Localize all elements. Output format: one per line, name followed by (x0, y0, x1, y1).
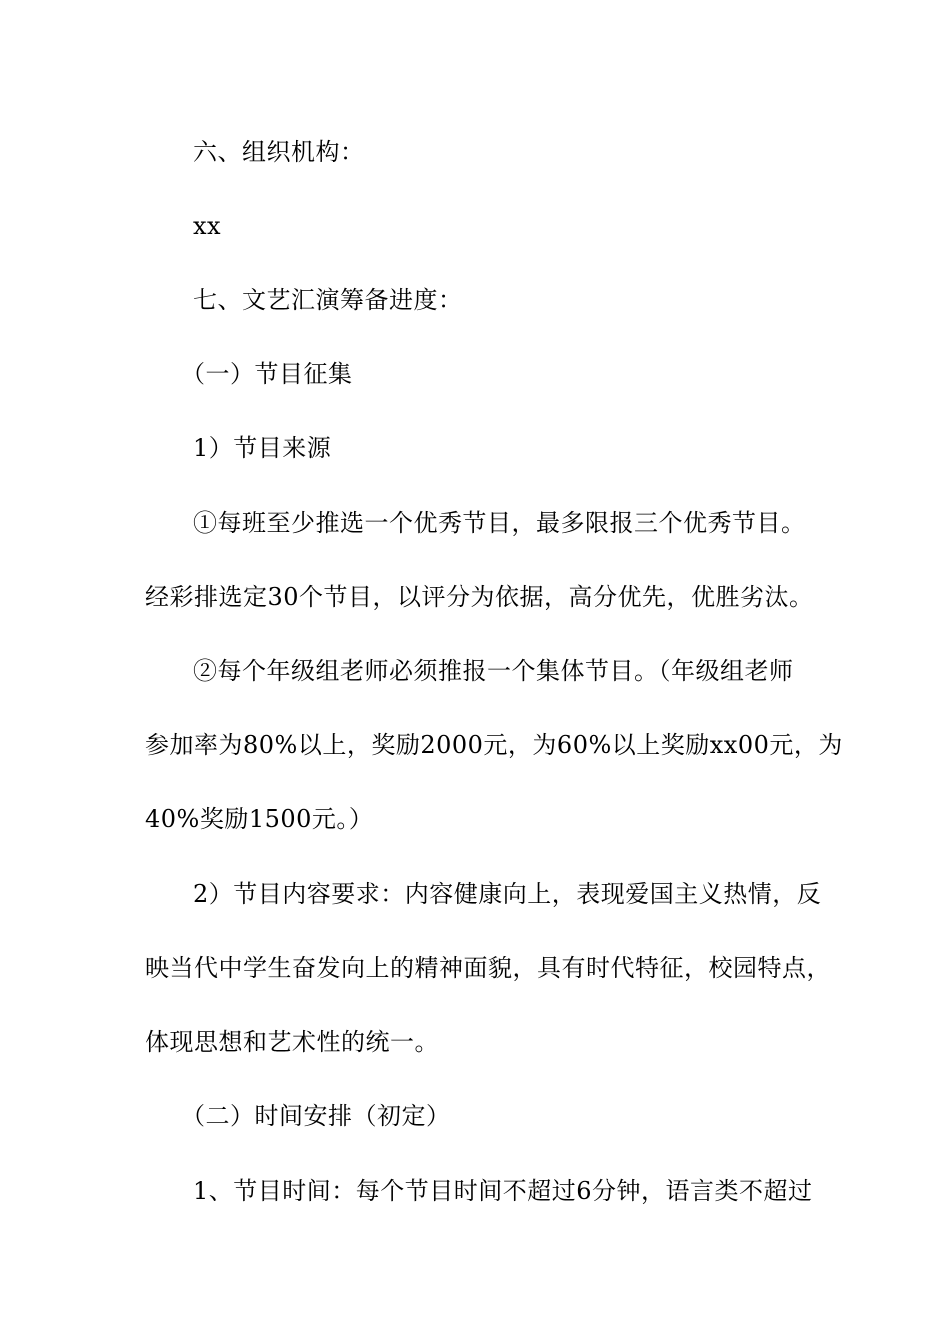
paragraph-line: 经彩排选定30个节目，以评分为依据，高分优先，优胜劣汰。 (145, 583, 814, 611)
section-heading-progress: 七、文艺汇演筹备进度： (193, 286, 463, 314)
paragraph-line: ①每班至少推选一个优秀节目，最多限报三个优秀节目。 (193, 509, 806, 537)
paragraph-line: ②每个年级组老师必须推报一个集体节目。（年级组老师 (193, 657, 794, 685)
paragraph-line: 1、节目时间：每个节目时间不超过6分钟，语言类不超过 (193, 1177, 813, 1205)
subsection-heading-program-collection: （一）节目征集 (181, 360, 353, 388)
paragraph-line: 40%奖励1500元。） (145, 805, 374, 833)
item-heading-program-source: 1）节目来源 (193, 434, 332, 462)
organization-value: xx (193, 212, 222, 240)
paragraph-line: 映当代中学生奋发向上的精神面貌，具有时代特征，校园特点， (145, 954, 831, 982)
section-heading-organization: 六、组织机构： (193, 138, 365, 166)
paragraph-line: 参加率为80%以上，奖励2000元，为60%以上奖励xx00元，为 (145, 731, 843, 759)
paragraph-line: 2）节目内容要求：内容健康向上，表现爱国主义热情，反 (193, 880, 822, 908)
subsection-heading-schedule: （二）时间安排（初定） (181, 1102, 451, 1130)
paragraph-line: 体现思想和艺术性的统一。 (145, 1028, 439, 1056)
